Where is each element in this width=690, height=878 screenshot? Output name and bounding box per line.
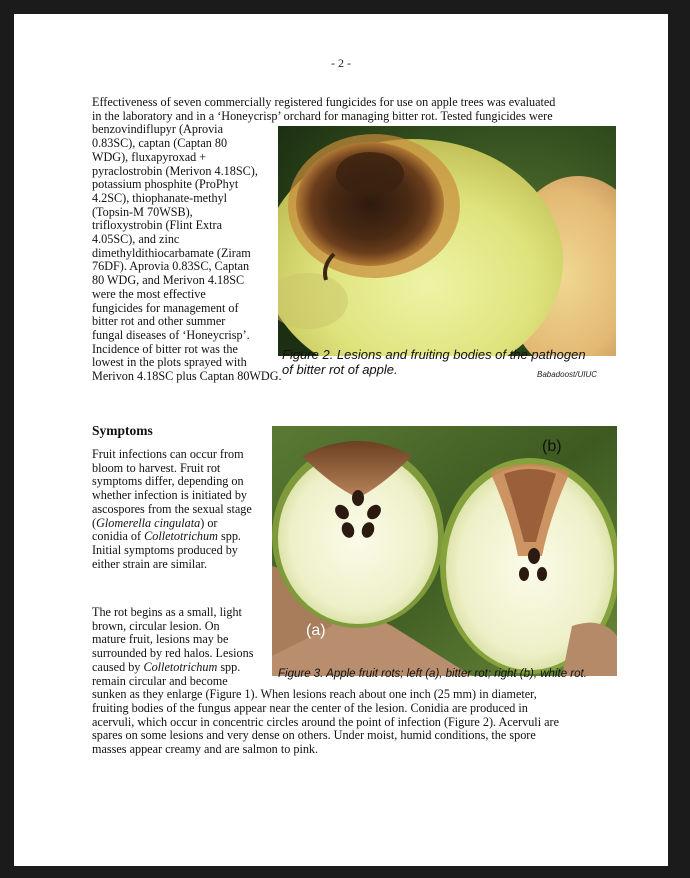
text-line: surrounded by red halos. Lesions — [92, 646, 254, 661]
text-line: 76DF). Aprovia 0.83SC, Captan — [92, 259, 250, 274]
text-line: fungicides for management of — [92, 300, 239, 315]
text-line: benzovindiflupyr (Aprovia — [92, 122, 223, 137]
text-line: whether infection is initiated by — [92, 488, 248, 503]
text-line: sunken as they enlarge (Figure 1). When lesions reach about one inch (25 mm) in diameter, — [92, 687, 537, 702]
text-line: 0.83SC), captan (Captan 80 — [92, 136, 228, 151]
text-line: 80 WDG, and Merivon 4.18SC — [92, 273, 245, 288]
photo-credit: Babadoost/UIUC — [537, 370, 598, 379]
text-line: Merivon 4.18SC plus Captan 80WDG. — [92, 369, 282, 384]
text-line: Incidence of bitter rot was the — [92, 341, 238, 356]
text-line: brown, circular lesion. On — [92, 618, 220, 633]
text-line: WDG), fluxapyroxad + — [92, 149, 207, 164]
photo-label-b: (b) — [542, 438, 562, 455]
text-line: fruiting bodies of the fungus appear near the center of the lesion. Conidia are produced in — [92, 700, 528, 715]
caption-line: Figure 2. Lesions and fruiting bodies of the pathogen — [282, 347, 586, 362]
page-number: - 2 - — [331, 56, 351, 70]
text-line: either strain are similar. — [92, 556, 208, 571]
text-line: The rot begins as a small, light — [92, 605, 242, 619]
text-line: pyraclostrobin (Merivon 4.18SC), — [92, 163, 258, 178]
figure-3-caption: Figure 3. Apple fruit rots; left (a), bitter rot; right (b), white rot. — [278, 668, 587, 680]
caption-line: of bitter rot of apple. — [282, 362, 398, 377]
text-line: bitter rot and other summer — [92, 314, 226, 329]
text-line: remain circular and become — [92, 673, 228, 688]
text-line: conidia of Colletotrichum spp. — [92, 529, 241, 544]
section-heading: Symptoms — [92, 423, 153, 438]
text-line: bloom to harvest. Fruit rot — [92, 460, 221, 475]
text-line: caused by Colletotrichum spp. — [92, 659, 241, 674]
figure-3-photo — [272, 426, 617, 676]
text-line: were the most effective — [92, 286, 206, 301]
photo-label-a: (a) — [306, 622, 326, 639]
text-line: spares on some lesions and very dense on others. Under moist, humid conditions, the spore — [92, 728, 536, 743]
symptoms-paragraph-1 — [92, 448, 252, 571]
text-line: masses appear creamy and are salmon to pink. — [92, 742, 319, 757]
text-line: 4.2SC), thiophanate-methyl — [92, 190, 228, 205]
text-line: fungal diseases of ‘Honeycrisp’. — [92, 327, 250, 342]
figure-2-photo — [278, 126, 616, 356]
text-line: symptoms differ, depending on — [92, 474, 244, 489]
text-line: trifloxystrobin (Flint Extra — [92, 218, 222, 233]
text-line: 4.05SC), and zinc — [92, 232, 180, 247]
text-line: lowest in the plots sprayed with — [92, 355, 247, 370]
text-line: dimethyldithiocarbamate (Ziram — [92, 245, 251, 260]
text-line: mature fruit, lesions may be — [92, 632, 229, 647]
text-line: Effectiveness of seven commercially registered fungicides for use on apple trees was evaluated — [92, 95, 556, 109]
text-line: in the laboratory and in a ‘Honeycrisp’ orchard for managing bitter rot. Tested fungicides were — [92, 108, 553, 123]
text-line: acervuli, which occur in concentric circles around the point of infection (Figure 2). Acervuli are — [92, 714, 560, 729]
text-line: Initial symptoms produced by — [92, 542, 238, 557]
text-line: (Glomerella cingulata) or — [92, 515, 218, 530]
text-line: (Topsin-M 70WSB), — [92, 204, 193, 219]
document-page — [14, 14, 668, 866]
text-line: Fruit infections can occur from — [92, 447, 244, 461]
text-line: potassium phosphite (ProPhyt — [92, 177, 239, 192]
text-line: ascospores from the sexual stage — [92, 501, 252, 516]
